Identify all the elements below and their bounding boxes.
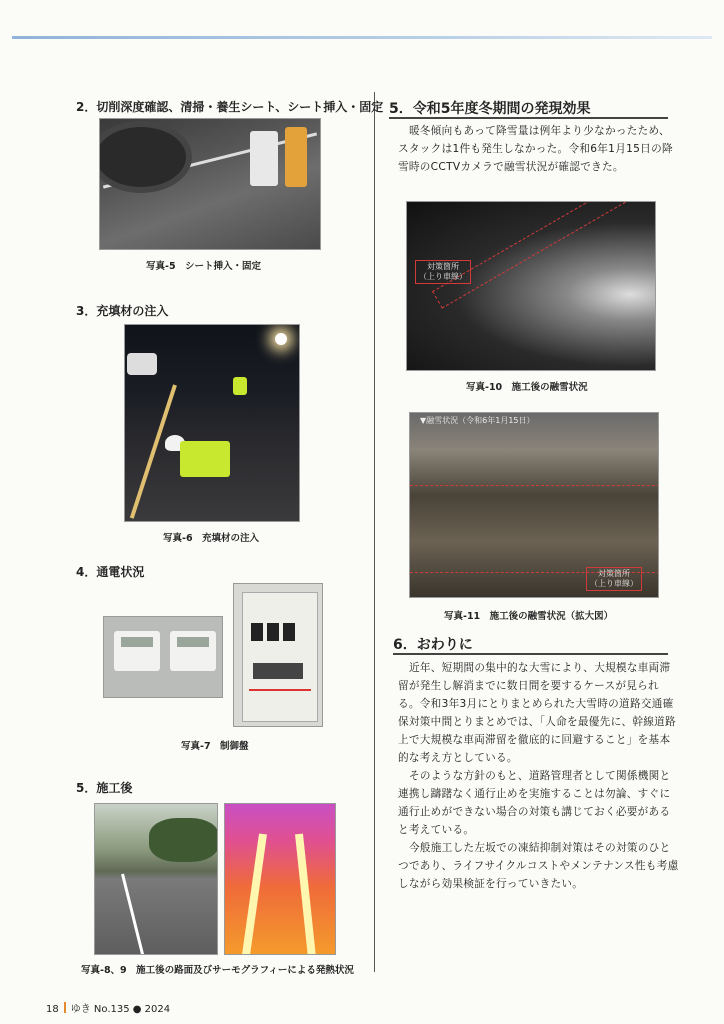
street-light	[275, 333, 287, 345]
overlay-title-photo-11: ▼融雪状況（令和6年1月15日）	[420, 416, 535, 425]
photo-11	[409, 412, 659, 598]
highlight-area	[432, 201, 656, 309]
page-footer	[46, 1000, 170, 1015]
section-heading-6: 6．おわりに	[393, 637, 473, 653]
magazine-issue: ゆき No.135 ● 2024	[70, 1004, 171, 1015]
caption-photo-5: 写真-5 シート挿入・固定	[146, 261, 262, 272]
worker-vest	[180, 441, 230, 477]
caption-photo-8-9: 写真-8、9 施工後の路面及びサーモグラフィーによる発熱状況	[81, 965, 354, 976]
paragraphs-sec6	[398, 659, 680, 893]
paragraph-sec6-3: 今般施工した左坂での凍結抑制対策はその対策のひとつであり、ライフサイクルコストやメンテナンス性も考慮しながら効果検証を行っていきたい。	[398, 842, 679, 890]
truck-wheel	[99, 121, 192, 193]
overlay-label-photo-11: 対策箇所 （上り車線）	[586, 567, 642, 591]
column-divider	[374, 92, 375, 972]
footer-separator	[64, 1002, 66, 1013]
caption-photo-6: 写真-6 充填材の注入	[163, 533, 260, 544]
parked-car	[127, 353, 157, 375]
photo-7-control-panel	[233, 583, 323, 727]
header-rule	[12, 36, 712, 39]
meter-2	[170, 631, 216, 671]
meter-1	[114, 631, 160, 671]
heading-underline-5	[389, 117, 668, 119]
caption-photo-11: 写真-11 施工後の融雪状況（拡大図）	[444, 611, 614, 622]
photo-10	[406, 201, 656, 371]
white-edge-line	[121, 874, 146, 955]
paragraph-sec6-2: そのような方針のもと、道路管理者として関係機関と連携し躊躇なく通行止めを実施することは勿論、すぐに通行止めができない場合の対策も講じておく必要があると考えている。	[398, 770, 671, 836]
heated-line-2	[295, 834, 317, 955]
section-heading-4: 4．通電状況	[76, 565, 145, 579]
overlay-label-photo-10: 対策箇所 （上り車線）	[415, 260, 471, 284]
heading-underline-6	[393, 653, 668, 655]
section-heading-2: 2．切削深度確認、清掃・養生シート、シート挿入・固定	[76, 100, 384, 114]
photo-6	[124, 324, 300, 522]
trees	[149, 818, 218, 862]
panel-board	[242, 592, 318, 722]
paragraph-sec6-1: 近年、短期間の集中的な大雪により、大規模な車両滞留が発生し解消までに数日間を要するケースが見られる。令和3年3月にとりまとめられた大雪時の道路交通確保対策中間とりまとめでは、「人命を最優先に、幹線道路上で大規模な車両滞留を徹底的に回避すること」を基本的な考え方としている。	[398, 662, 676, 764]
paragraph-sec5: 暖冬傾向もあって降雪量は例年より少なかったため、スタックは1件も発生しなかった。令和6年1月15日の降雪時のCCTVカメラで融雪状況が確認できた。	[398, 125, 673, 173]
caption-photo-7: 写真-7 制御盤	[181, 741, 249, 752]
worker-1	[250, 131, 278, 186]
caption-photo-10: 写真-10 施工後の融雪状況	[466, 382, 588, 393]
yellow-line	[130, 384, 177, 518]
highlight-band	[410, 485, 659, 573]
heated-line-1	[241, 833, 267, 955]
photo-9-thermography	[224, 803, 336, 955]
worker-2	[285, 127, 307, 187]
section-heading-5-left: 5．施工後	[76, 781, 133, 795]
photo-7-meters	[103, 616, 223, 698]
photo-5	[99, 118, 321, 250]
section-heading-5-right: 5．令和5年度冬期間の発現効果	[389, 101, 591, 117]
photo-8	[94, 803, 218, 955]
section-heading-3: 3．充填材の注入	[76, 304, 169, 318]
page-number: 18	[46, 1004, 59, 1015]
worker-vest-far	[233, 377, 247, 395]
